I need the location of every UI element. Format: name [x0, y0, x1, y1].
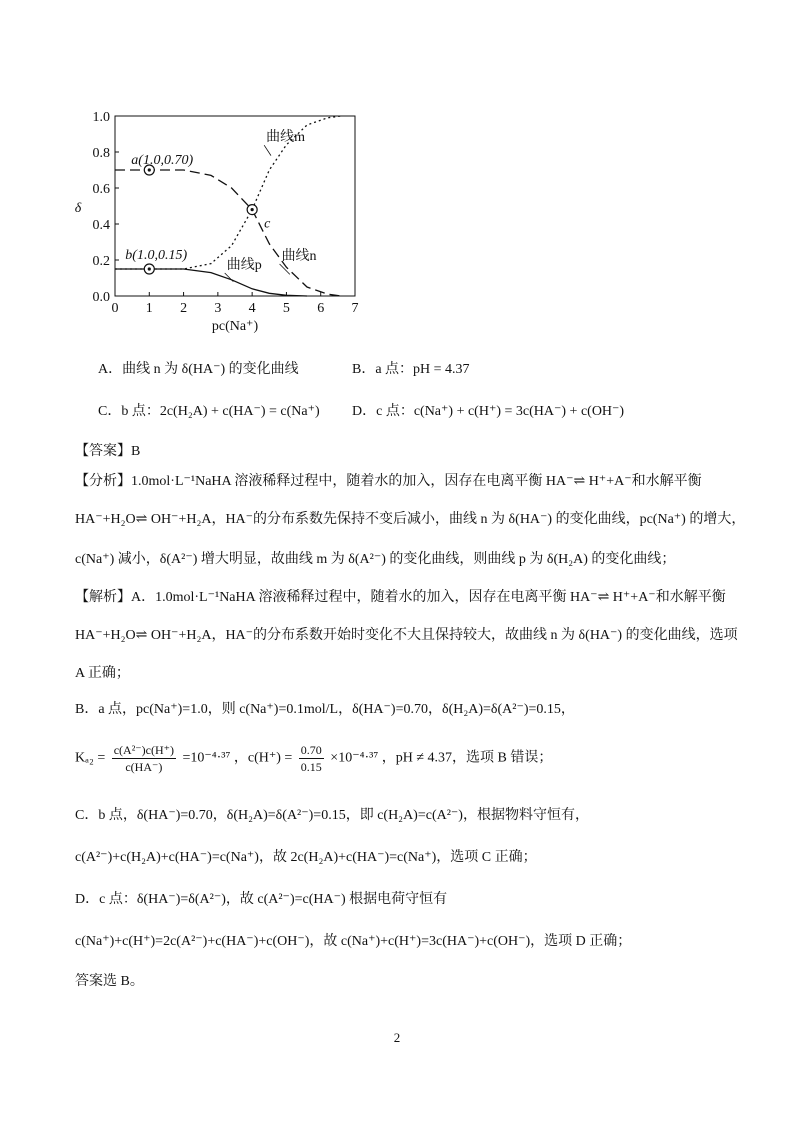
series-line-2 [115, 170, 341, 296]
series-leader-1 [264, 145, 271, 155]
series-line-3 [115, 269, 307, 296]
ka-fraction [112, 742, 176, 775]
x-tick-label: 4 [248, 301, 256, 316]
point-center-3 [251, 208, 254, 211]
solution-line-3: A 正确； [75, 666, 130, 681]
analysis-line-3: c(Na⁺) 减小，δ(A²⁻) 增大明显，故曲线 m 为 δ(A²⁻) 的变化曲线，则曲线 p 为 δ(H₂A) 的变化曲线； [75, 552, 676, 567]
x-tick-label: 0 [111, 301, 119, 316]
option-b: B．a 点：pH = 4.37 [352, 362, 470, 377]
y-tick-label: 1.0 [92, 110, 110, 125]
series-label-3: 曲线p [226, 258, 262, 273]
y-axis-label: δ [74, 201, 82, 216]
ratio-fraction [299, 742, 324, 775]
page-number: 2 [393, 1030, 401, 1045]
option-d: D．c 点：c(Na⁺) + c(H⁺) = 3c(HA⁻) + c(OH⁻) [352, 404, 625, 419]
answer-line: 【答案】B [75, 444, 141, 459]
point-label-3: c [264, 216, 271, 232]
y-tick-label: 0.0 [92, 290, 110, 305]
distribution-chart [60, 100, 380, 340]
c-line-2: c(A²⁻)+c(H₂A)+c(HA⁻)=c(Na⁺)，故 2c(H₂A)+c(HA⁻)=c(Na⁺)，选项 C 正确； [75, 850, 537, 865]
point-label-2: b(1.0,0.15) [125, 248, 188, 263]
x-axis-label: pc(Na⁺) [211, 319, 259, 334]
ka-denominator: c(HA⁻) [125, 760, 163, 774]
point-label-1: a(1.0,0.70) [131, 153, 194, 168]
x-tick-label: 7 [351, 301, 359, 316]
final-answer: 答案选 B。 [75, 974, 144, 989]
option-c: C．b 点：2c(H₂A) + c(HA⁻) = c(Na⁺) [98, 404, 320, 419]
b-line-2 [75, 742, 552, 775]
chart-axes [75, 110, 359, 334]
x-tick-label: 2 [180, 301, 188, 316]
y-tick-label: 0.6 [92, 182, 110, 197]
point-center-1 [148, 168, 151, 171]
x-tick-label: 6 [317, 301, 325, 316]
y-tick-label: 0.2 [92, 254, 110, 269]
y-tick-label: 0.8 [92, 146, 110, 161]
x-tick-label: 3 [214, 301, 222, 316]
ratio-numerator: 0.70 [300, 743, 322, 757]
x-tick-label: 1 [145, 301, 153, 316]
analysis-line-2: HA⁻+H₂O⇌ OH⁻+H₂A，HA⁻的分布系数先保持不变后减小，曲线 n 为 δ(HA⁻) 的变化曲线，pc(Na⁺) 的增大， [75, 512, 746, 527]
b-line-1: B．a 点，pc(Na⁺)=1.0，则 c(Na⁺)=0.1mol/L，δ(HA⁻)=0.70，δ(H₂A)=δ(A²⁻)=0.15， [75, 702, 575, 717]
b-conclusion: ×10⁻⁴·³⁷ ，pH ≠ 4.37，选项 B 错误； [330, 750, 553, 766]
ka-numerator: c(A²⁻)c(H⁺) [113, 743, 174, 757]
y-tick-label: 0.4 [92, 218, 110, 233]
solution-line-1: 【解析】A．1.0mol·L⁻¹NaHA 溶液稀释过程中，随着水的加入，因存在电离平衡 HA⁻⇌ H⁺+A⁻和水解平衡 [75, 590, 726, 605]
series-label-1: 曲线m [266, 130, 306, 146]
d-line-2: c(Na⁺)+c(H⁺)=2c(A²⁻)+c(HA⁻)+c(OH⁻)，故 c(Na⁺)+c(H⁺)=3c(HA⁻)+c(OH⁻)，选项 D 正确； [75, 934, 632, 949]
option-a: A．曲线 n 为 δ(HA⁻) 的变化曲线 [98, 362, 299, 377]
c-line-1: C．b 点，δ(HA⁻)=0.70，δ(H₂A)=δ(A²⁻)=0.15，即 c(H₂A)=c(A²⁻)，根据物料守恒有， [75, 808, 589, 823]
x-tick-label: 5 [282, 301, 290, 316]
analysis-line-1: 【分析】1.0mol·L⁻¹NaHA 溶液稀释过程中，随着水的加入，因存在电离平衡 HA⁻⇌ H⁺+A⁻和水解平衡 [75, 474, 702, 489]
chart-marks [125, 153, 271, 274]
point-center-2 [148, 267, 151, 270]
ka-middle: =10⁻⁴·³⁷ ，c(H⁺) = [182, 750, 293, 766]
d-line-1: D．c 点：δ(HA⁻)=δ(A²⁻)，故 c(A²⁻)=c(HA⁻) 根据电荷守恒有 [75, 892, 448, 907]
ka-label: Kₐ₂ = [75, 750, 106, 766]
ratio-denominator: 0.15 [300, 760, 322, 774]
solution-line-2: HA⁻+H₂O⇌ OH⁻+H₂A，HA⁻的分布系数开始时变化不大且保持较大，故曲线 n 为 δ(HA⁻) 的变化曲线，选项 [75, 628, 738, 643]
series-label-2: 曲线n [281, 249, 317, 264]
series-line-1 [115, 116, 341, 269]
